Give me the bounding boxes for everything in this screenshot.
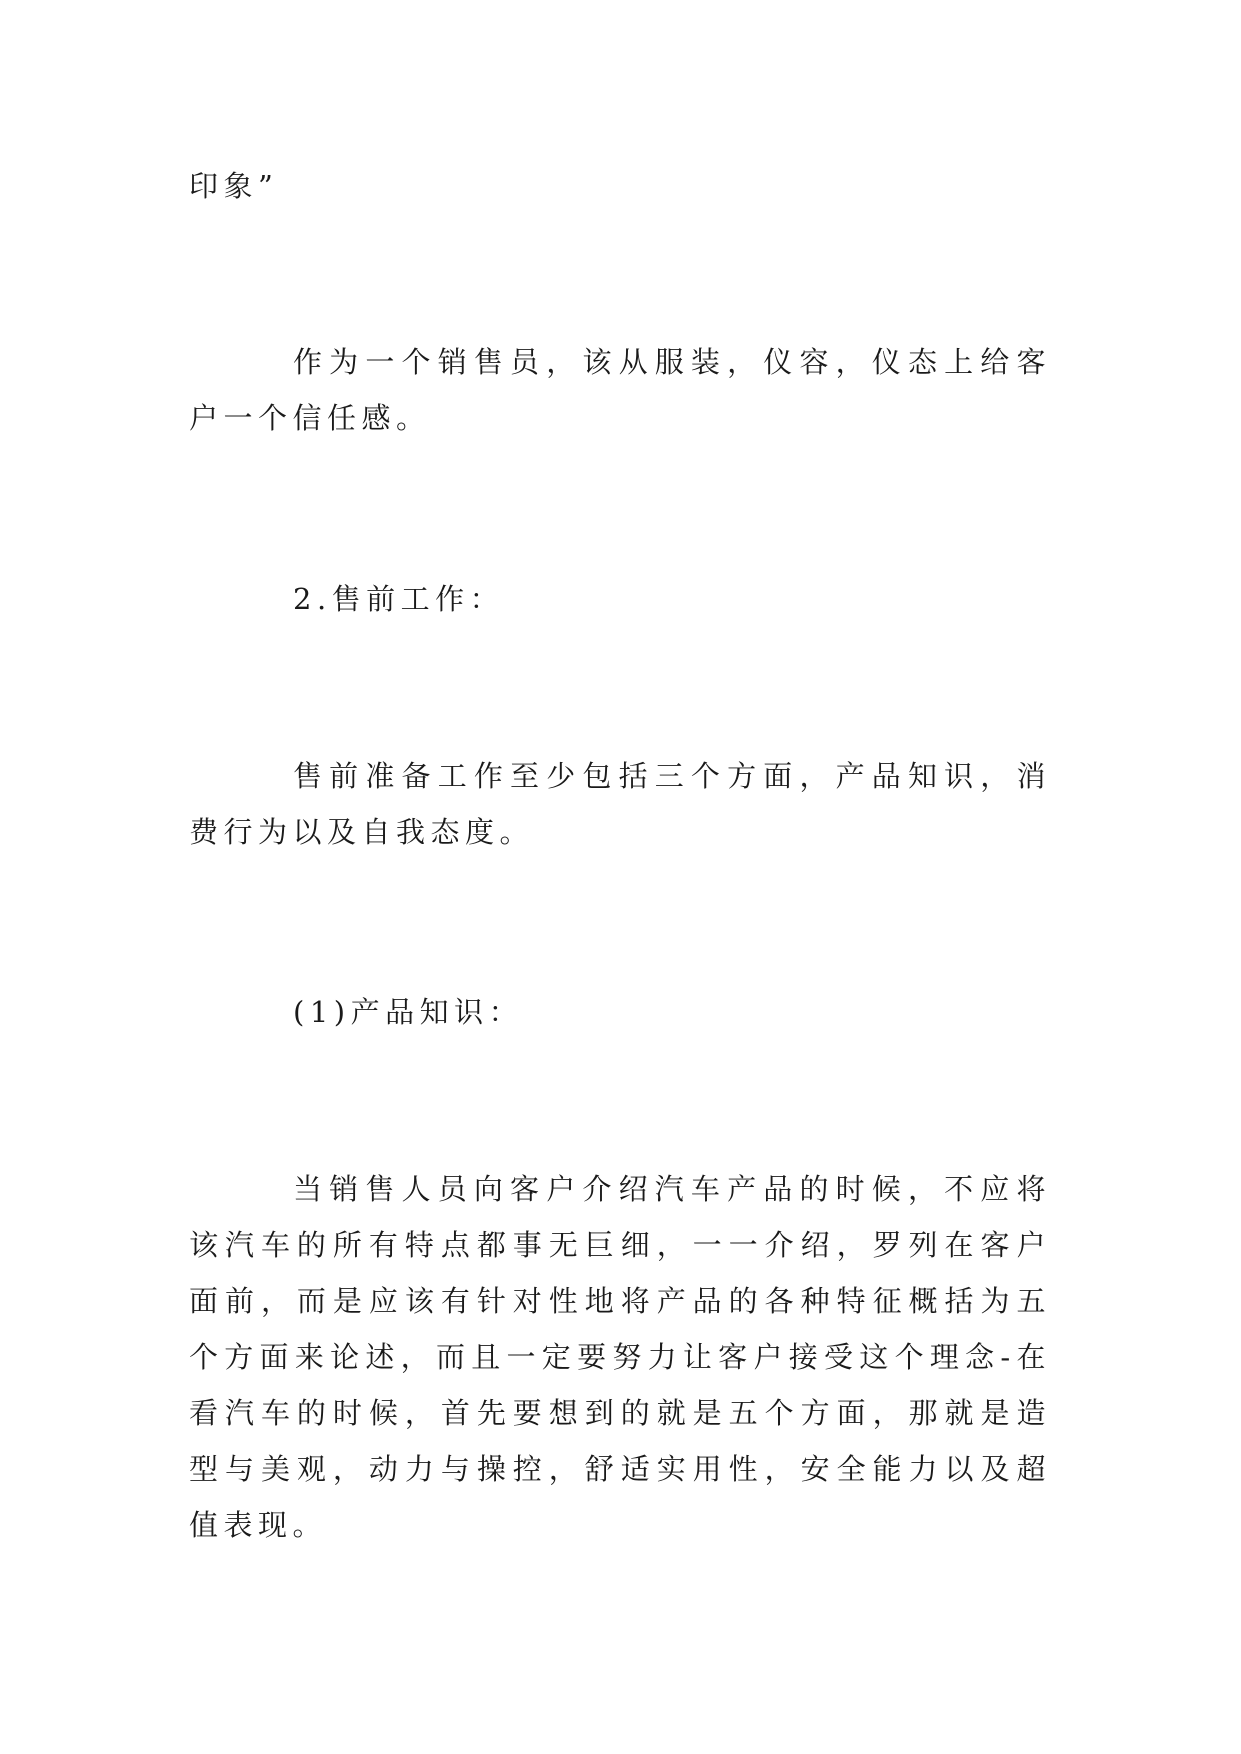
paragraph-continuation: 印象” — [189, 169, 279, 203]
paragraph-product-introduction: 当销售人员向客户介绍汽车产品的时候，不应将该汽车的所有特点都事无巨细，一一介绍，罗列在客户面前，而是应该有针对性地将产品的各种特征概括为五个方面来论述，而且一定要努力让客户接受这个理念-在看汽车的时候，首先要想到的就是五个方面，那就是造型与美观，动力与操控，舒适实用性，安全能力以及超值表现。 — [189, 1172, 1051, 1542]
subsection-heading-product-knowledge: (1)产品知识： — [293, 995, 524, 1029]
section-heading-presales-work: 2.售前工作： — [293, 582, 505, 616]
paragraph-presales-preparation: 售前准备工作至少包括三个方面，产品知识，消费行为以及自我态度。 — [189, 759, 1051, 849]
paragraph-salesperson-appearance: 作为一个销售员，该从服装，仪容，仪态上给客户一个信任感。 — [189, 345, 1051, 435]
